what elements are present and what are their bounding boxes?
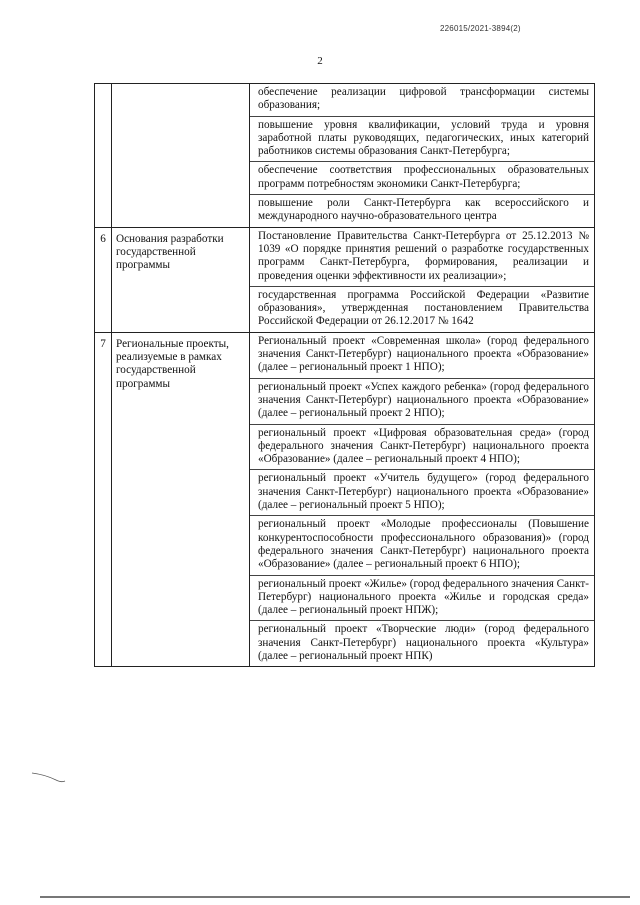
paragraph: региональный проект «Творческие люди» (город федерального значения Санкт-Петербург) национального проекта «Культура» (далее – региональный проект НПК) [250, 620, 594, 666]
row-name-cell: Основания разработки государственной программы [112, 227, 250, 332]
paragraph: региональный проект «Учитель будущего» (город федерального значения Санкт-Петербург) национального проекта «Образование» (далее – региональный проект 5 НПО); [250, 469, 594, 515]
page-number: 2 [317, 55, 323, 67]
table-row [95, 332, 595, 667]
paragraph: региональный проект «Цифровая образовательная среда» (город федерального значения Санкт-Петербург) национального проекта «Образование» (далее – региональный проект 4 НПО); [250, 424, 594, 470]
row-content-cell [250, 227, 595, 332]
table-row [95, 227, 595, 332]
paragraph: государственная программа Российской Федерации «Развитие образования», утвержденная постановлением Правительства Российской Федерации от 26.12.2017 № 1642 [250, 286, 594, 332]
paragraph: региональный проект «Жилье» (город федерального значения Санкт-Петербург) национального проекта «Жилье и городская среда» (далее – региональный проект НПЖ); [250, 575, 594, 621]
row-name-cell [112, 84, 250, 228]
row-name-cell: Региональные проекты, реализуемые в рамках государственной программы [112, 332, 250, 667]
paragraph: повышение роли Санкт-Петербурга как всероссийского и международного научно-образовательного центра [250, 194, 594, 227]
row-number-cell: 7 [95, 332, 112, 667]
document-id: 226015/2021-3894(2) [440, 24, 521, 33]
paragraph: Региональный проект «Современная школа» (город федерального значения Санкт-Петербург) национального проекта «Образование» (далее – региональный проект 1 НПО); [258, 334, 589, 374]
paragraph: региональный проект «Молодые профессионалы (Повышение конкурентоспособности профессионального образования)» (город федерального значения Санкт-Петербург) национального проекта «Образование» (далее – региональный проект 6 НПО); [250, 515, 594, 574]
scan-edge-line [40, 896, 630, 898]
paragraph: обеспечение соответствия профессиональных образовательных программ потребностям экономики Санкт-Петербурга; [250, 161, 594, 194]
paragraph: обеспечение реализации цифровой трансформации системы образования; [258, 86, 589, 112]
pen-mark [30, 770, 66, 784]
table-row [95, 84, 595, 228]
paragraph: Постановление Правительства Санкт-Петербурга от 25.12.2013 № 1039 «О порядке принятия решений о разработке государственных программ Санкт-Петербурга, формирования, реализации и проведения оценки эффективности их реализации»; [258, 229, 589, 282]
program-passport-table [94, 83, 595, 667]
row-number-cell: 6 [95, 227, 112, 332]
row-content-cell [250, 332, 595, 667]
row-content-cell [250, 84, 595, 228]
row-number-cell [95, 84, 112, 228]
paragraph: повышение уровня квалификации, условий труда и уровня заработной платы руководящих, педагогических, иных категорий работников системы образования Санкт-Петербурга; [250, 116, 594, 162]
paragraph: региональный проект «Успех каждого ребенка» (город федерального значения Санкт-Петербург) национального проекта «Образование» (далее – региональный проект 2 НПО); [250, 378, 594, 424]
